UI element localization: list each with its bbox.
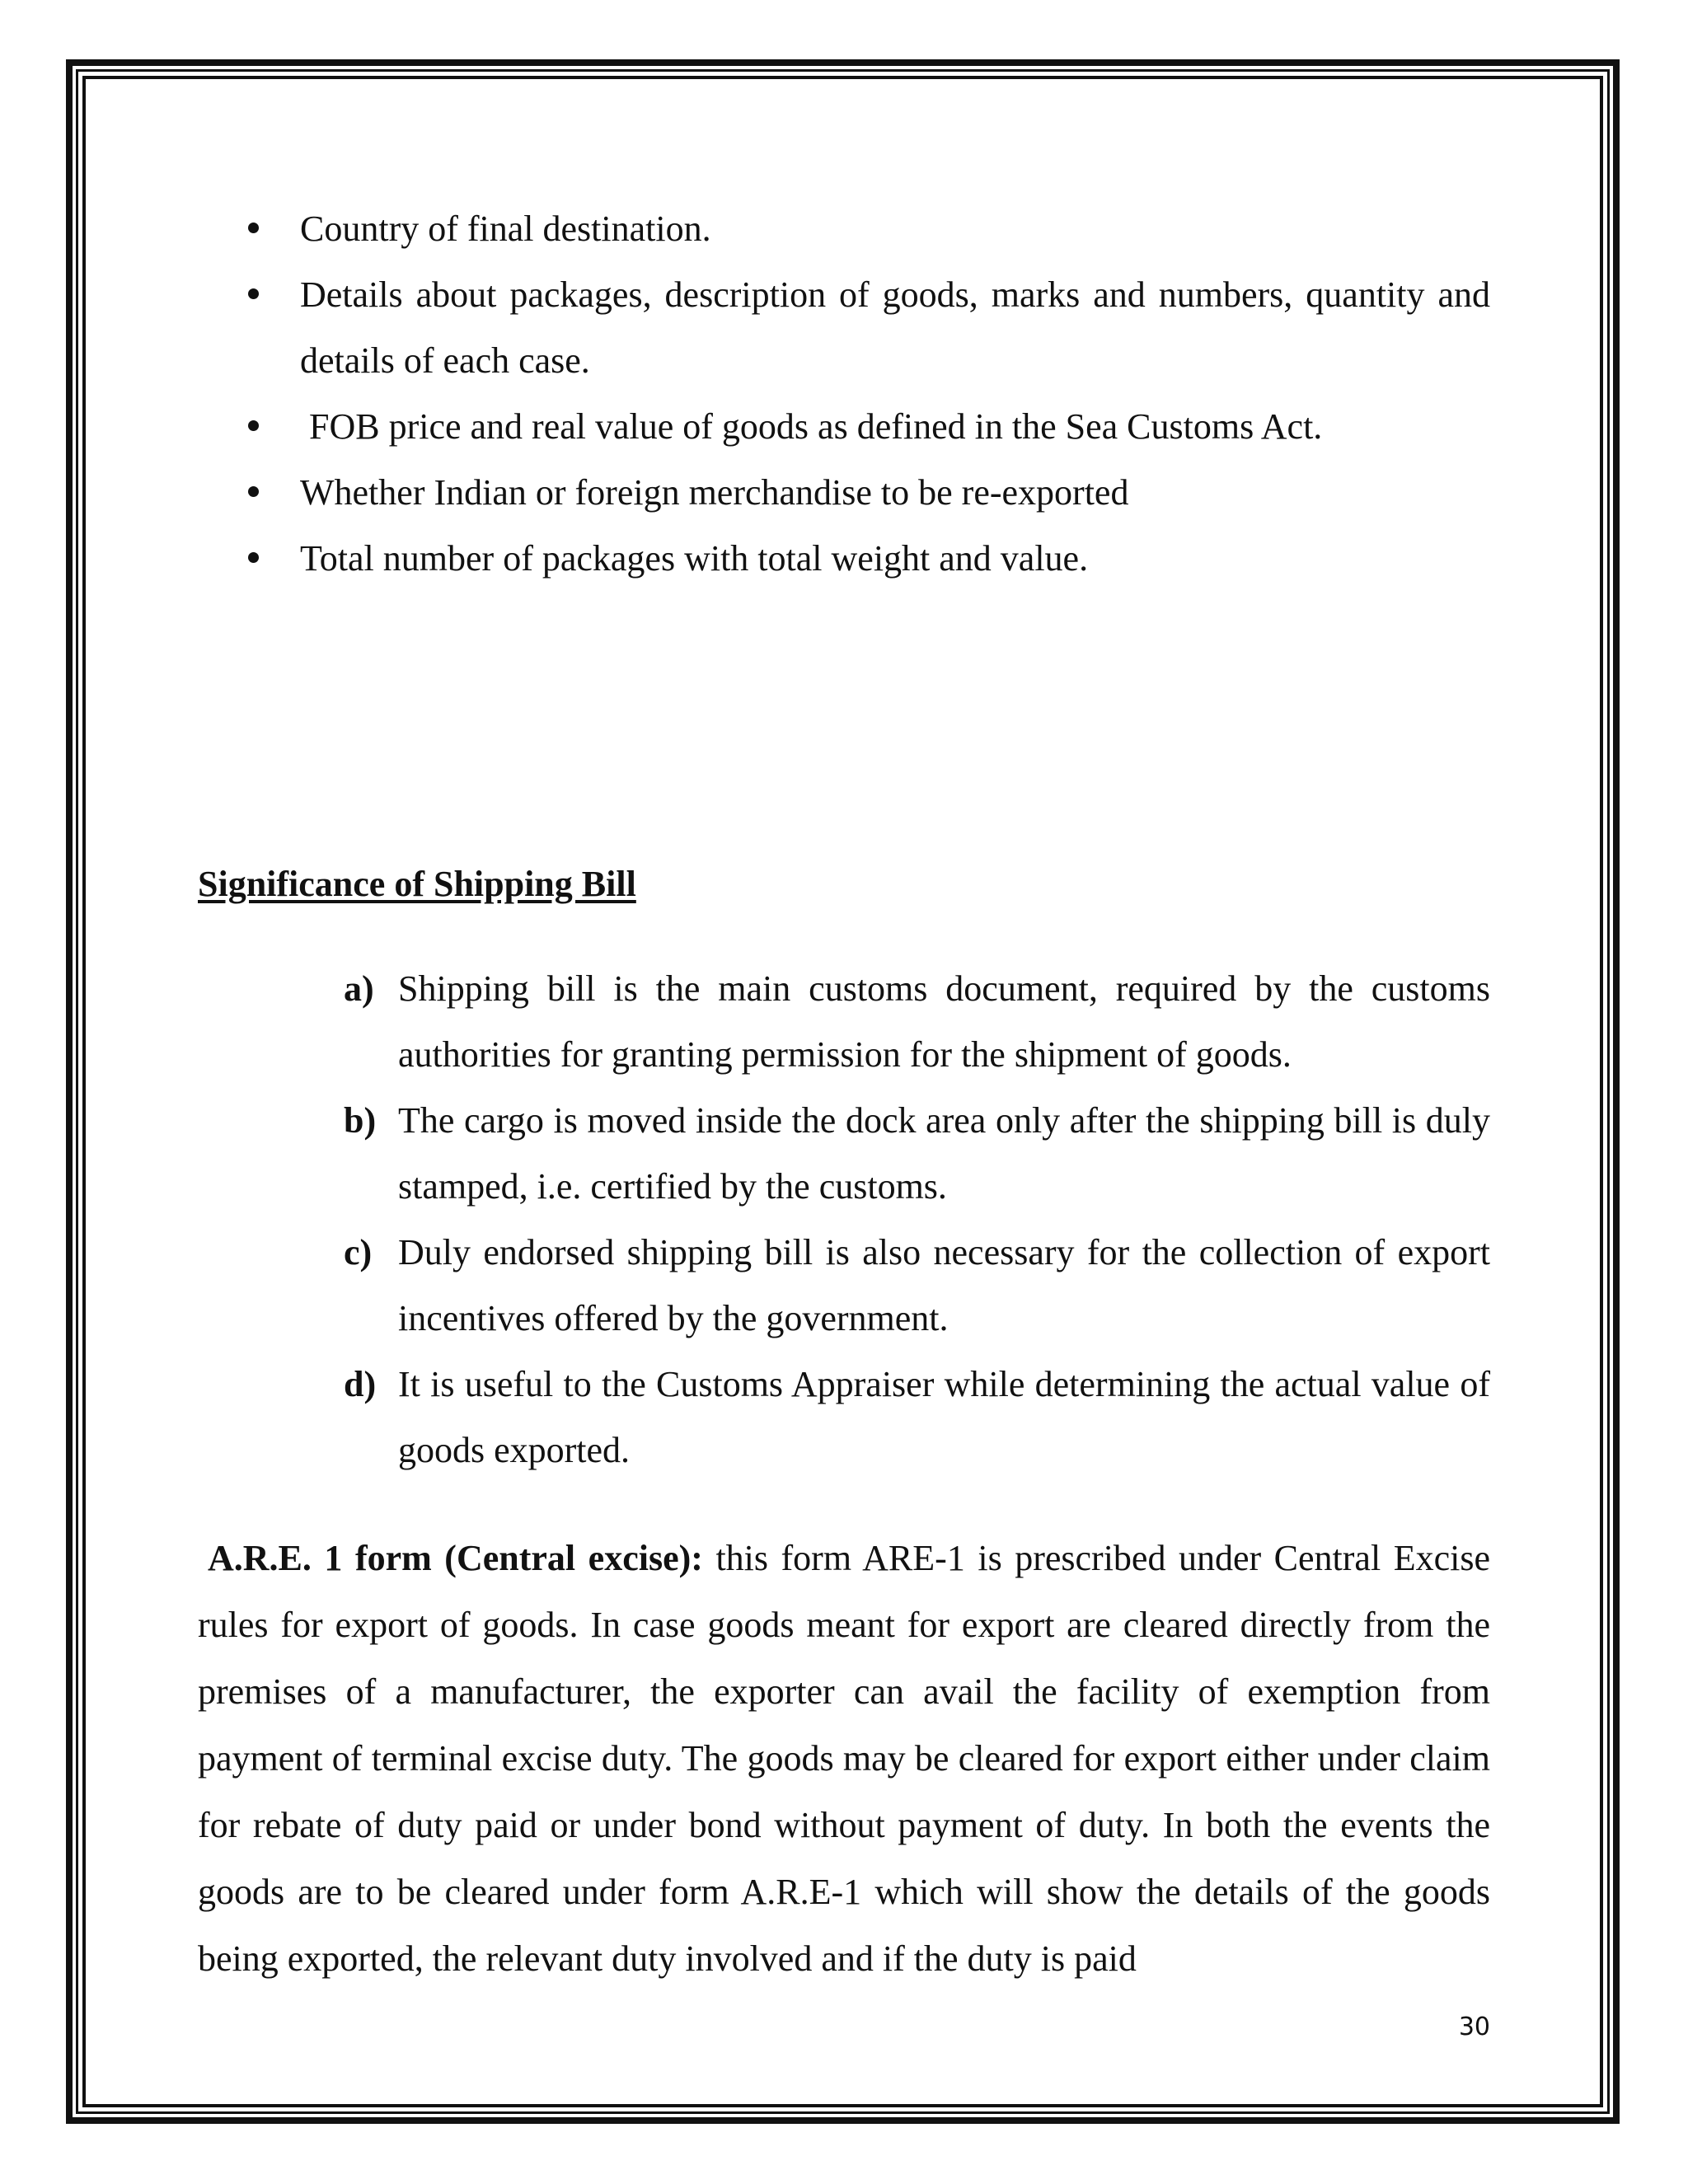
list-item-text: Details about packages, description of goods, marks and numbers, quantity and details of each case.	[300, 274, 1490, 381]
list-item	[334, 1088, 1490, 1220]
list-item-text: Whether Indian or foreign merchandise to be re-exported	[300, 472, 1129, 513]
are1-body: this form ARE-1 is prescribed under Central Excise rules for export of goods. In case goods meant for export are cleared directly from the premises of a manufacturer, the exporter can avail the facility of exemption from payment of terminal excise duty. The goods may be cleared for export either under claim for rebate of duty paid or under bond without payment of duty. In both the events the goods are to be cleared under form A.R.E-1 which will show the details of the goods being exported, the relevant duty involved and if the duty is paid	[198, 1538, 1490, 1979]
bullet-icon	[248, 420, 259, 431]
are1-lead: A.R.E. 1 form (Central excise):	[208, 1538, 703, 1578]
list-item-text: The cargo is moved inside the dock area only after the shipping bill is duly stamped, i.e. certified by the customs.	[398, 1100, 1490, 1207]
list-item	[237, 196, 1490, 262]
list-item-text: It is useful to the Customs Appraiser while determining the actual value of goods exported.	[398, 1364, 1490, 1470]
significance-list	[334, 956, 1490, 1483]
bullet-icon	[248, 223, 259, 233]
item-marker: c)	[344, 1232, 373, 1272]
are1-paragraph	[198, 1525, 1490, 1992]
list-item-text: Total number of packages with total weight and value.	[300, 538, 1089, 579]
shipping-bill-details-list	[237, 196, 1490, 592]
list-item	[237, 262, 1490, 394]
bullet-icon	[248, 288, 259, 299]
list-item-text: Country of final destination.	[300, 209, 711, 249]
item-marker: b)	[344, 1100, 377, 1141]
list-item	[334, 1220, 1490, 1352]
list-item	[237, 460, 1490, 526]
item-marker: d)	[344, 1364, 377, 1404]
bullet-icon	[248, 486, 259, 497]
list-item-text: Shipping bill is the main customs document, required by the customs authorities for granting permission for the shipment of goods.	[398, 968, 1490, 1075]
list-item-text: FOB price and real value of goods as defined in the Sea Customs Act.	[309, 406, 1323, 447]
section-heading: Significance of Shipping Bill	[198, 864, 636, 904]
list-item	[334, 1352, 1490, 1483]
bullet-icon	[248, 552, 259, 563]
list-item	[237, 526, 1490, 592]
page-number: 30	[1458, 2013, 1490, 2041]
list-item	[334, 956, 1490, 1088]
list-item	[237, 394, 1490, 460]
list-item-text: Duly endorsed shipping bill is also necessary for the collection of export incentives offered by the government.	[398, 1232, 1490, 1338]
item-marker: a)	[344, 968, 374, 1009]
